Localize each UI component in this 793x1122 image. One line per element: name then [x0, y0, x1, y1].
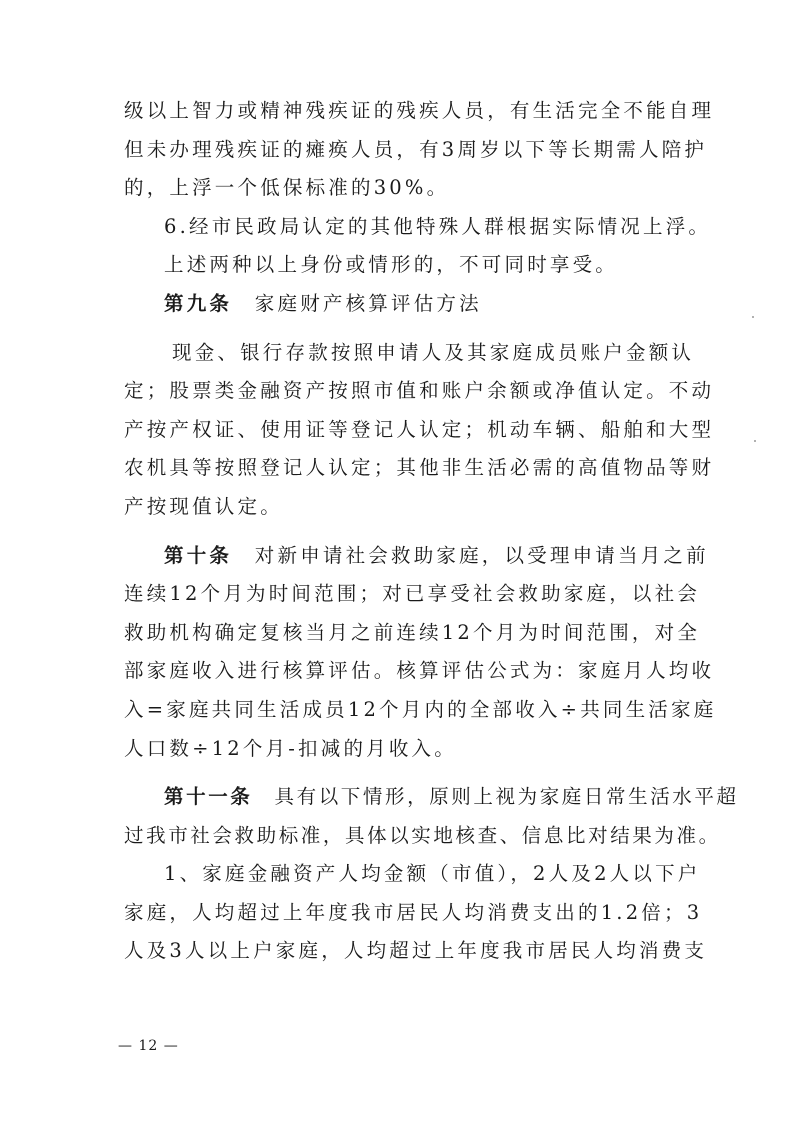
text-line: 上述两种以上身份或情形的，不可同时享受。 [164, 253, 619, 277]
article-10-paragraph [124, 537, 709, 576]
page-number: — 12 — [118, 1038, 179, 1054]
article-label: 第九条 [164, 291, 233, 315]
article-text: 对新申请社会救助家庭，以受理申请当月之前 [232, 543, 709, 567]
text-line: 入=家庭共同生活成员12个月内的全部收入÷共同生活家庭 [124, 697, 717, 721]
text-line: 农机具等按照登记人认定；其他非生活必需的高值物品等财 [124, 456, 715, 480]
article-title: 家庭财产核算评估方法 [232, 291, 482, 315]
text-line: 家庭，人均超过上年度我市居民人均消费支出的1.2倍；3 [124, 900, 703, 924]
text-line: 现金、银行存款按照申请人及其家庭成员账户金额认 [172, 340, 695, 364]
text-line: 连续12个月为时间范围；对已享受社会救助家庭，以社会 [124, 582, 701, 606]
text-line: 救助机构确定复核当月之前连续12个月为时间范围，对全 [124, 620, 701, 644]
body-text [124, 92, 739, 971]
text-line: 1、家庭金融资产人均金额（市值），2人及2人以下户 [164, 862, 701, 886]
text-line: 的，上浮一个低保标准的30%。 [124, 176, 450, 200]
text-line: 人口数÷12个月-扣减的月收入。 [124, 736, 457, 760]
scan-speck [754, 440, 756, 442]
article-11-paragraph [124, 778, 739, 817]
article-9-heading [124, 285, 684, 324]
text-line: 人及3人以上户家庭，人均超过上年度我市居民人均消费支 [124, 939, 708, 963]
scan-speck [752, 316, 754, 318]
text-line: 级以上智力或精神残疾证的残疾人员，有生活完全不能自理 [124, 99, 715, 122]
text-line: 过我市社会救助标准，具体以实地核查、信息比对结果为准。 [124, 823, 721, 847]
text-line: 6.经市民政局认定的其他特殊人群根据实际情况上浮。 [164, 214, 712, 238]
text-line: 产按产权证、使用证等登记人认定；机动车辆、船舶和大型 [124, 417, 715, 441]
text-line: 部家庭收入进行核算评估。核算评估公式为：家庭月人均收 [124, 659, 715, 683]
article-label: 第十一条 [164, 785, 253, 809]
article-text: 具有以下情形，原则上视为家庭日常生活水平超 [252, 785, 739, 809]
text-line: 定；股票类金融资产按照市值和账户余额或净值认定。不动 [124, 379, 715, 403]
article-label: 第十条 [164, 543, 233, 567]
text-line: 但未办理残疾证的瘫痪人员，有3周岁以下等长期需人陪护 [124, 137, 708, 161]
text-line: 产按现值认定。 [124, 494, 283, 518]
